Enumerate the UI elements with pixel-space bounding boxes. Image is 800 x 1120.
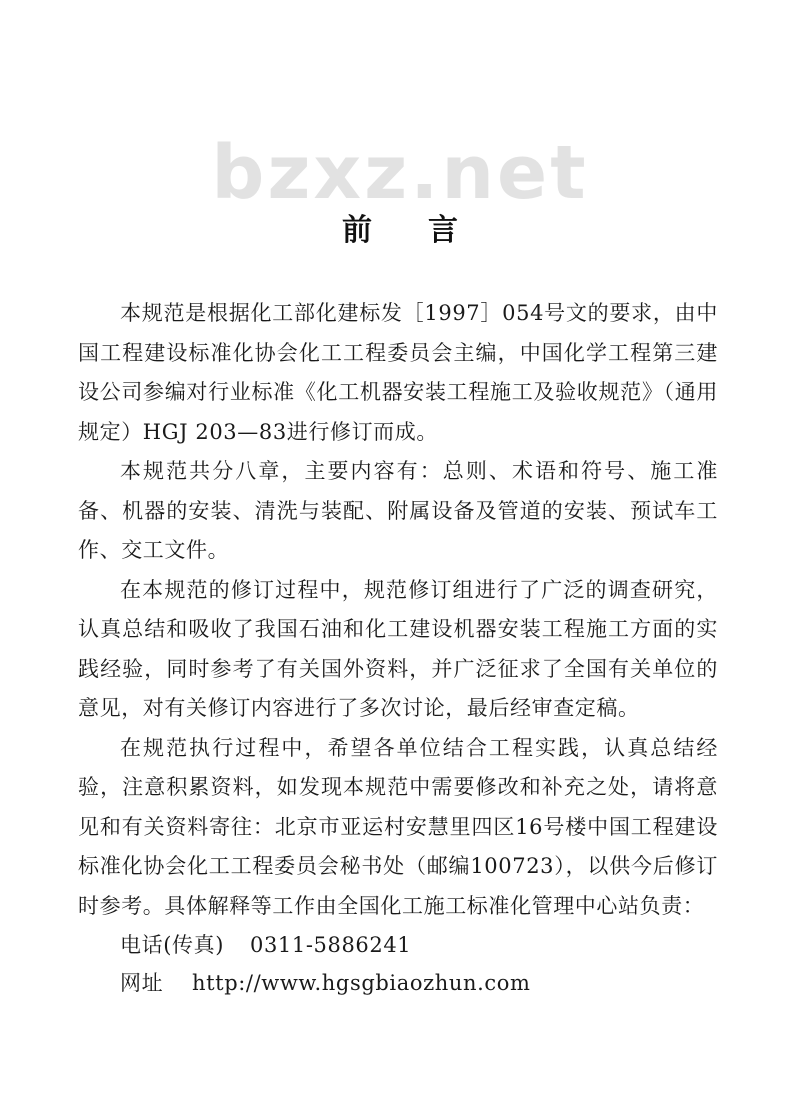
watermark-text: bzxz.net [211, 130, 589, 216]
contact-phone-line [78, 926, 718, 964]
preface-body [78, 294, 718, 1002]
phone-value: 0311-5886241 [250, 933, 412, 957]
paragraph-3: 在本规范的修订过程中，规范修订组进行了广泛的调查研究，认真总结和吸收了我国石油和化工建设机器安装工程施工方面的实践经验，同时参考了有关国外资料，并广泛征求了全国有关单位的意见，对有关修订内容进行了多次讨论，最后经审查定稿。 [78, 577, 718, 720]
website-url: http://www.hgsgbiaozhun.com [192, 971, 531, 995]
website-label: 网址 [120, 971, 164, 995]
paragraph-4: 在规范执行过程中，希望各单位结合工程实践，认真总结经验，注意积累资料，如发现本规范中需要修改和补充之处，请将意见和有关资料寄往：北京市亚运村安慧里四区16号楼中国工程建设标准化协会化工工程委员会秘书处（邮编100723），以供今后修订时参考。具体解释等工作由全国化工施工标准化管理中心站负责： [78, 735, 718, 918]
paragraph-1: 本规范是根据化工部化建标发［1997］054号文的要求，由中国工程建设标准化协会化工工程委员会主编，中国化学工程第三建设公司参编对行业标准《化工机器安装工程施工及验收规范》（通用规定）HGJ 203—83进行修订而成。 [78, 301, 718, 444]
contact-website-line [78, 964, 718, 1002]
phone-label: 电话(传真) [120, 933, 224, 957]
page-title: 前言 [342, 213, 514, 248]
paragraph-2: 本规范共分八章，主要内容有：总则、术语和符号、施工准备、机器的安装、清洗与装配、附属设备及管道的安装、预试车工作、交工文件。 [78, 459, 718, 562]
